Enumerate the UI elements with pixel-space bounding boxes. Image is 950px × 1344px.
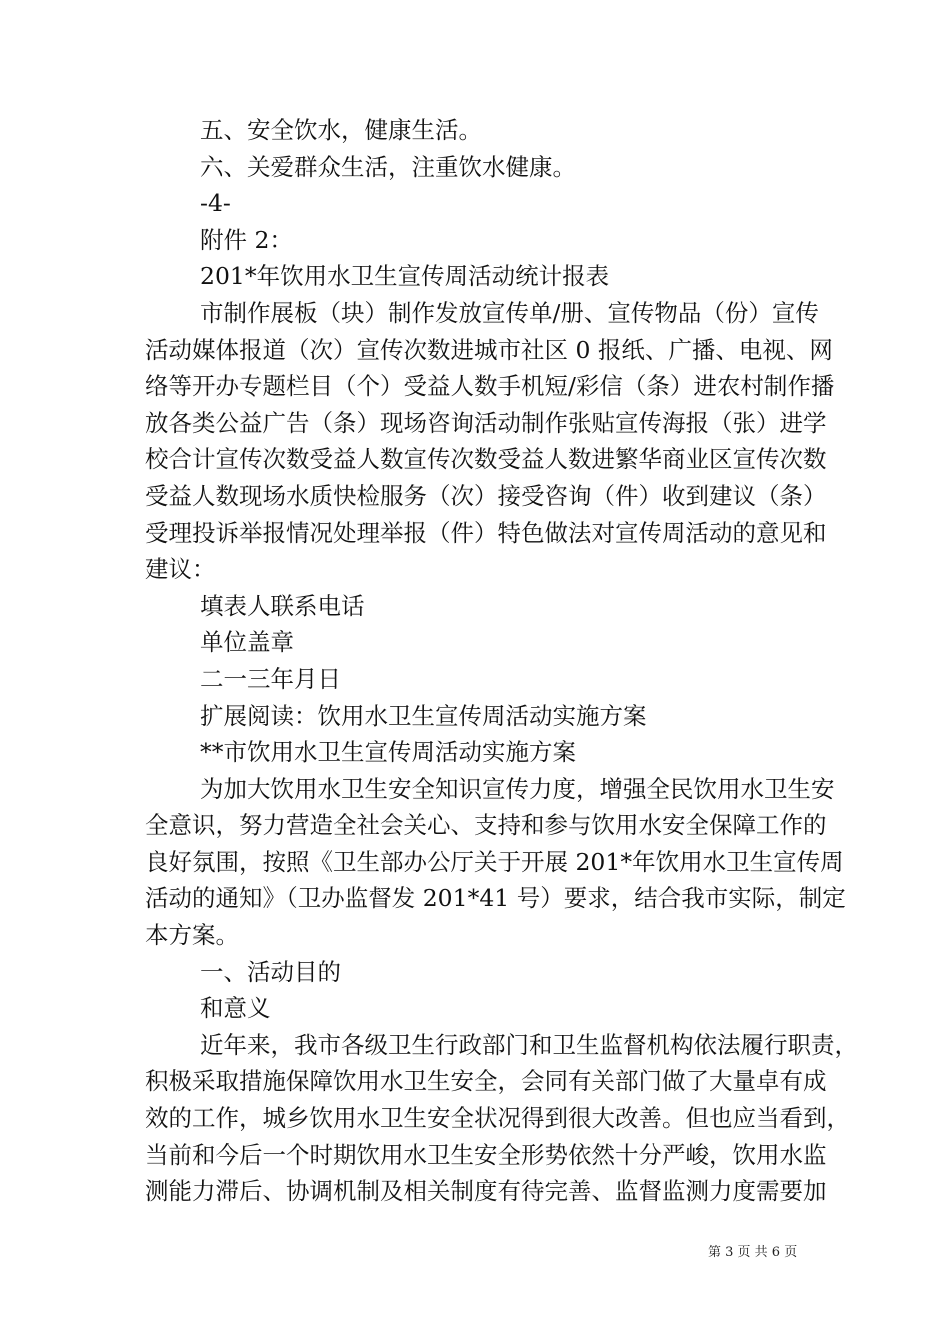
- text-line: 本方案。: [145, 921, 239, 950]
- text-line: 受益人数现场水质快检服务（次）接受咨询（件）收到建议（条）: [145, 481, 827, 510]
- text-line: 扩展阅读：饮用水卫生宣传周活动实施方案: [200, 701, 647, 730]
- text-line: 和意义: [200, 994, 271, 1023]
- text-line: 建议：: [145, 555, 216, 584]
- text-line: 当前和今后一个时期饮用水卫生安全形势依然十分严峻，饮用水监: [145, 1140, 827, 1169]
- text-line: 测能力滞后、协调机制及相关制度有待完善、监督监测力度需要加: [145, 1177, 827, 1206]
- text-line: 校合计宣传次数受益人数宣传次数受益人数进繁华商业区宣传次数: [145, 445, 827, 474]
- text-line: 活动媒体报道（次）宣传次数进城市社区 0 报纸、广播、电视、网: [145, 335, 833, 364]
- text-line: -4-: [200, 189, 231, 218]
- text-line: 全意识，努力营造全社会关心、支持和参与饮用水安全保障工作的: [145, 811, 827, 840]
- text-line: 积极采取措施保障饮用水卫生安全，会同有关部门做了大量卓有成: [145, 1067, 827, 1096]
- text-line: 附件 2：: [200, 225, 293, 254]
- text-line: 市制作展板（块）制作发放宣传单/册、宣传物品（份）宣传: [200, 298, 819, 327]
- text-line: **市饮用水卫生宣传周活动实施方案: [200, 738, 576, 767]
- text-line: 二一三年月日: [200, 664, 341, 693]
- text-line: 201*年饮用水卫生宣传周活动统计报表: [200, 262, 610, 291]
- text-line: 放各类公益广告（条）现场咨询活动制作张贴宣传海报（张）进学: [145, 408, 827, 437]
- text-line: 近年来，我市各级卫生行政部门和卫生监督机构依法履行职责，: [200, 1030, 858, 1059]
- text-line: 为加大饮用水卫生安全知识宣传力度，增强全民饮用水卫生安: [200, 774, 835, 803]
- text-line: 五、安全饮水，健康生活。: [200, 116, 482, 144]
- text-line: 填表人联系电话: [200, 591, 365, 620]
- text-line: 良好氛围，按照《卫生部办公厅关于开展 201*年饮用水卫生宣传周: [145, 847, 844, 876]
- text-line: 受理投诉举报情况处理举报（件）特色做法对宣传周活动的意见和: [145, 518, 827, 547]
- text-line: 六、关爱群众生活，注重饮水健康。: [200, 152, 576, 181]
- document-body: [145, 112, 858, 1210]
- page-number: 第 3 页 共 6 页: [708, 1245, 798, 1260]
- text-line: 一、活动目的: [200, 957, 341, 986]
- text-line: 络等开办专题栏目（个）受益人数手机短/彩信（条）进农村制作播: [145, 372, 835, 401]
- text-line: 活动的通知》（卫办监督发 201*41 号）要求，结合我市实际，制定: [145, 884, 846, 913]
- text-line: 单位盖章: [200, 628, 294, 657]
- text-line: 效的工作，城乡饮用水卫生安全状况得到很大改善。但也应当看到，: [145, 1104, 850, 1133]
